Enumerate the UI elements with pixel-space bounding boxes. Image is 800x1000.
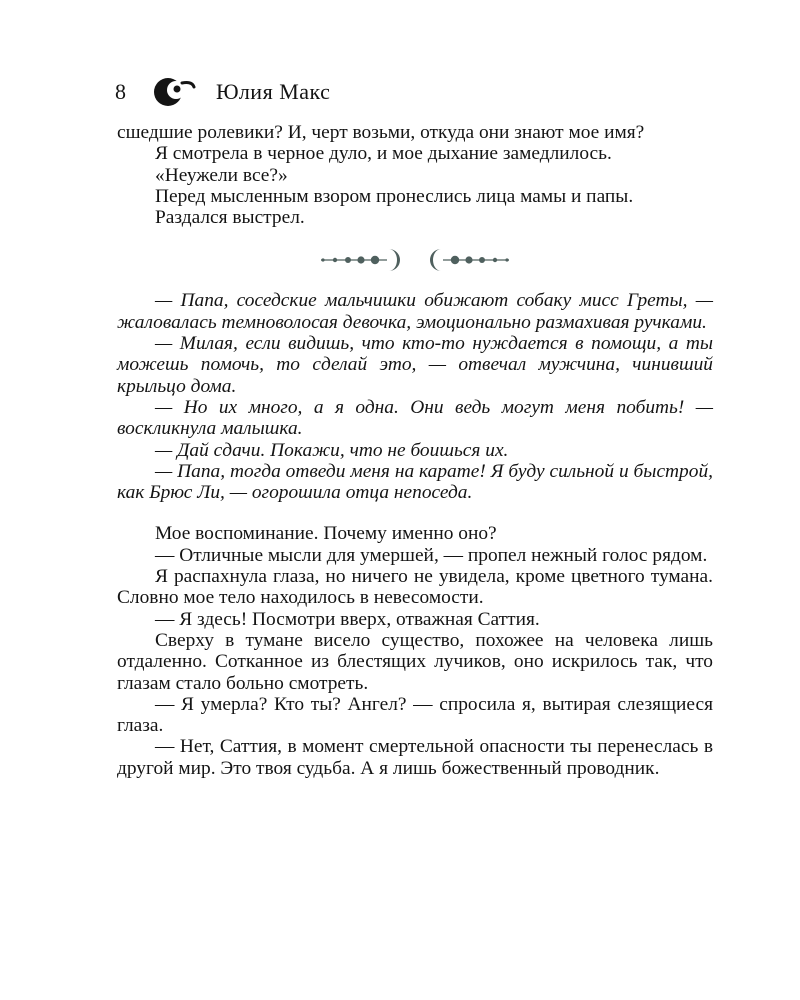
page-number: 8: [115, 79, 126, 104]
crescent-logo-icon: [146, 77, 198, 107]
paragraph: — Дай сдачи. Покажи, что не боишься их.: [155, 439, 509, 461]
paragraph: — Я здесь! Посмотри вверх, отважная Саттия.: [155, 608, 540, 630]
paragraph: Сверху в тумане висело существо, похожее на человека лишь отдаленно. Сотканное из блестящих лучиков, оно искрилось так, что глазам стало больно смотреть.: [117, 629, 713, 694]
paragraph: — Милая, если видишь, что кто-то нуждается в помощи, а ты можешь помочь, то сделай это, — отвечал мужчина, чинивший крыльцо дома.: [117, 333, 713, 397]
paragraph: — Папа, тогда отведи меня на карате! Я буду сильной и быстрой, как Брюс Ли, — огорошила отца непоседа.: [117, 460, 713, 504]
paragraph: — Я умерла? Кто ты? Ангел? — спросила я, вытирая слезящиеся глаза.: [117, 693, 713, 737]
moon-ornament-icon: [315, 245, 515, 275]
paragraph: «Неужели все?»: [155, 164, 288, 186]
author-name: Юлия Макс: [216, 79, 331, 104]
running-header: [115, 76, 330, 108]
paragraph: Я смотрела в черное дуло, и мое дыхание замедлилось.: [155, 143, 612, 165]
section-divider: [117, 232, 713, 288]
paragraph: сшедшие ролевики? И, черт возьми, откуда они знают мое имя?: [117, 122, 645, 143]
paragraph: — Но их много, а я одна. Они ведь могут меня побить! — воскликнула малышка.: [117, 396, 713, 440]
paragraph: — Папа, соседские мальчишки обижают собаку мисс Греты, — жаловалась темноволосая девочка, эмоционально размахивая ручками.: [117, 290, 713, 333]
paragraph: Раздался выстрел.: [155, 207, 305, 229]
paragraph: Я распахнула глаза, но ничего не увидела, кроме цветного тумана. Словно мое тело находилось в невесомости.: [117, 566, 713, 609]
paragraph: — Отличные мысли для умершей, — пропел нежный голос рядом.: [155, 544, 708, 566]
paragraph: Перед мысленным взором пронеслись лица мамы и папы.: [155, 185, 634, 207]
book-page-text: [117, 122, 713, 779]
paragraph: — Нет, Саттия, в момент смертельной опасности ты перенеслась в другой мир. Это твоя судьба. А я лишь божественный проводник.: [117, 736, 713, 779]
paragraph: Мое воспоминание. Почему именно оно?: [155, 523, 497, 545]
